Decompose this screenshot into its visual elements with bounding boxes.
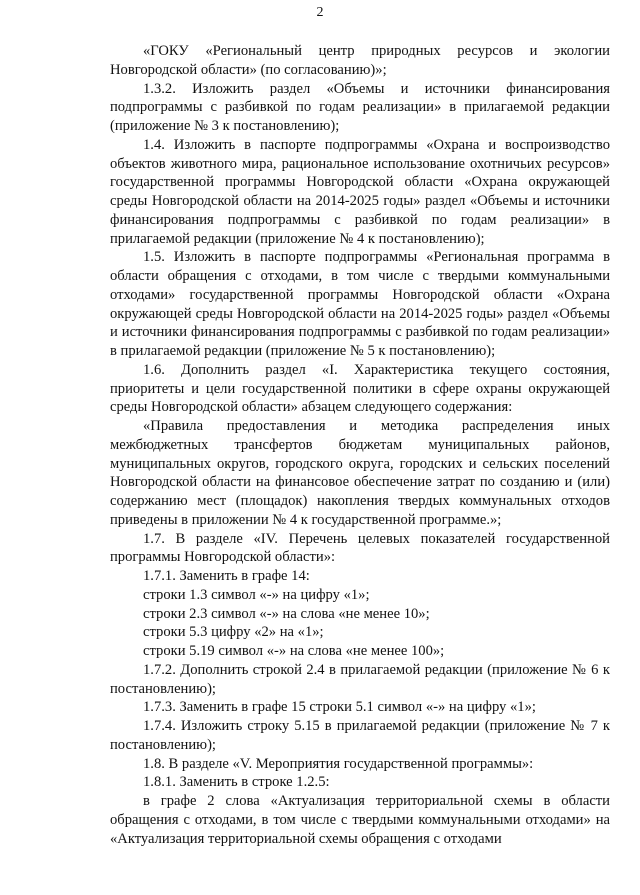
paragraph-1-7-4: 1.7.4. Изложить строку 5.15 в прилагаемой редакции (приложение № 7 к постановлению); bbox=[110, 718, 610, 753]
paragraph-1-7-2: 1.7.2. Дополнить строкой 2.4 в прилагаемой редакции (приложение № 6 к постановлению); bbox=[110, 661, 610, 697]
list-item-row-2-3: строки 2.3 символ «-» на слова «не менее 10»; bbox=[143, 605, 430, 622]
paragraph-1-7-3: 1.7.3. Заменить в графе 15 строки 5.1 символ «-» на цифру «1»; bbox=[143, 699, 536, 716]
paragraph-1-8: 1.8. В разделе «V. Мероприятия государственной программы»: bbox=[143, 755, 534, 772]
paragraph-1-6: 1.6. Дополнить раздел «I. Характеристика текущего состояния, приоритеты и цели государственной политики в сфере охраны окружающей среды Новгородской области» абзацем следующего содержания: bbox=[110, 361, 610, 416]
paragraph-1-8-1: 1.8.1. Заменить в строке 1.2.5: bbox=[143, 774, 330, 791]
paragraph-column-2: в графе 2 слова «Актуализация территориальной схемы в области обращения с отходами, в том числе с твердыми коммунальными отходами» на «Актуализация территориальной схемы обращения с отходами bbox=[110, 793, 610, 847]
list-item-row-5-19: строки 5.19 символ «-» на слова «не менее 100»; bbox=[143, 643, 445, 659]
list-item-row-5-3: строки 5.3 цифру «2» на «1»; bbox=[143, 624, 324, 641]
document-body bbox=[110, 42, 610, 848]
page-number: 2 bbox=[316, 5, 324, 20]
paragraph-goku: «ГОКУ «Региональный центр природных ресурсов и экологии Новгородской области» (по согласованию)»; bbox=[110, 43, 610, 78]
paragraph-1-7: 1.7. В разделе «IV. Перечень целевых показателей государственной программы Новгородской области»: bbox=[110, 530, 610, 566]
paragraph-1-3-2: 1.3.2. Изложить раздел «Объемы и источники финансирования подпрограммы с разбивкой по годам реализации» в прилагаемой редакции (приложение № 3 к постановлению); bbox=[110, 80, 610, 134]
paragraph-1-7-1: 1.7.1. Заменить в графе 14: bbox=[143, 568, 310, 584]
paragraph-1-4: 1.4. Изложить в паспорте подпрограммы «Охрана и воспроизводство объектов животного мира, рациональное использование охотничьих ресурсов» государственной программы Новгородской области «Охрана окружающей среды Новгородской области на 2014-2025 годы» раздел «Объемы и источники финансирования подпрограммы с разбивкой по годам реализации» в прилагаемой редакции (приложение № 4 к постановлению); bbox=[110, 136, 610, 247]
paragraph-quote-rules: «Правила предоставления и методика распределения иных межбюджетных трансфертов бюджетам муниципальных районов, муниципальных округов, городского округа, городских и сельских поселений Новгородской области на финансовое обеспечение затрат по созданию и (или) содержанию мест (площадок) накопления твердых коммунальных отходов приведены в приложении № 4 к государственной программе.»; bbox=[110, 418, 610, 528]
paragraph-1-5: 1.5. Изложить в паспорте подпрограммы «Региональная программа в области обращения с отходами, в том числе с твердыми коммунальными отходами» государственной программы Новгородской области «Охрана окружающей среды Новгородской области на 2014-2025 годы» раздел «Объемы и источники финансирования подпрограммы с разбивкой по годам реализации» в прилагаемой редакции (приложение № 5 к постановлению); bbox=[110, 249, 610, 359]
list-item-row-1-3: строки 1.3 символ «-» на цифру «1»; bbox=[143, 586, 370, 603]
